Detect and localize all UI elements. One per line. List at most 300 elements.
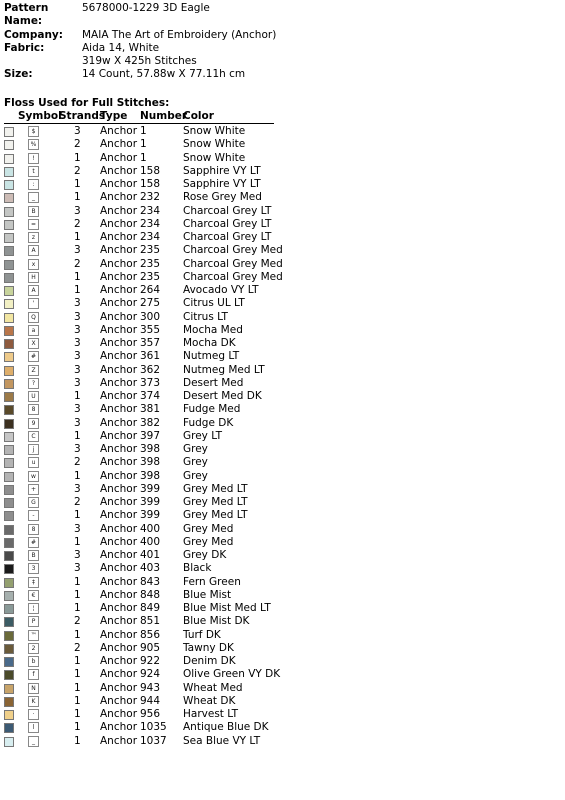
table-header <box>4 110 274 124</box>
table-row <box>4 695 304 708</box>
color-name-cell: Blue Mist DK <box>183 615 250 628</box>
color-swatch <box>4 326 14 336</box>
table-row <box>4 337 304 350</box>
color-name-cell: Harvest LT <box>183 708 239 720</box>
strands-cell: 3 <box>74 416 81 429</box>
number-cell: 856 <box>140 628 161 641</box>
number-cell: 398 <box>140 469 161 482</box>
meta-label: Size: <box>4 68 33 81</box>
table-row <box>4 231 304 244</box>
strands-cell: 1 <box>74 721 81 734</box>
header-number: Number <box>140 110 188 122</box>
table-row <box>4 244 304 257</box>
symbol-cell: u <box>28 457 39 468</box>
symbol-cell: G <box>28 497 39 508</box>
type-cell: Anchor <box>100 284 138 296</box>
table-row <box>4 125 304 138</box>
color-name-cell: Grey <box>183 443 208 455</box>
color-swatch <box>4 207 14 217</box>
color-swatch <box>4 511 14 521</box>
strands-cell: 1 <box>74 535 81 548</box>
table-row <box>4 178 304 191</box>
strands-cell: 1 <box>74 628 81 641</box>
strands-cell: 3 <box>74 350 81 363</box>
symbol-cell: 3 <box>28 563 39 574</box>
symbol-cell: _ <box>28 192 39 203</box>
strands-cell: 2 <box>74 615 81 628</box>
type-cell: Anchor <box>100 164 138 177</box>
meta-row <box>4 2 276 29</box>
strands-cell: 3 <box>74 125 81 137</box>
table-row <box>4 258 304 271</box>
symbol-cell: : <box>28 179 39 190</box>
color-name-cell: Snow White <box>183 151 246 164</box>
number-cell: 944 <box>140 694 161 707</box>
color-name-cell: Fern Green <box>183 575 241 588</box>
meta-value: MAIA The Art of Embroidery (Anchor) <box>82 28 277 41</box>
type-cell: Anchor <box>100 257 138 270</box>
type-cell: Anchor <box>100 376 138 389</box>
type-cell: Anchor <box>100 641 138 654</box>
color-name-cell: Antique Blue DK <box>183 721 269 734</box>
color-swatch <box>4 445 14 455</box>
number-cell: 397 <box>140 429 161 442</box>
type-cell: Anchor <box>100 496 138 508</box>
color-name-cell: Charcoal Grey Med <box>183 270 283 283</box>
strands-cell: 2 <box>74 257 81 270</box>
symbol-cell: B <box>28 206 39 217</box>
color-swatch <box>4 670 14 680</box>
symbol-cell: ' <box>28 298 39 309</box>
color-swatch <box>4 498 14 508</box>
color-name-cell: Wheat Med <box>183 681 243 694</box>
type-cell: Anchor <box>100 456 138 469</box>
color-name-cell: Grey Med LT <box>183 496 248 508</box>
type-cell: Anchor <box>100 178 138 190</box>
color-name-cell: Charcoal Grey LT <box>183 231 272 243</box>
color-name-cell: Citrus LT <box>183 310 228 323</box>
table-row <box>4 655 304 668</box>
color-swatch <box>4 339 14 349</box>
symbol-cell: U <box>28 391 39 402</box>
number-cell: 234 <box>140 231 161 243</box>
header-color: Color <box>183 110 214 122</box>
color-name-cell: Grey LT <box>183 429 223 442</box>
color-swatch <box>4 313 14 323</box>
table-row <box>4 284 304 297</box>
number-cell: 398 <box>140 456 161 469</box>
color-name-cell: Charcoal Grey LT <box>183 204 272 217</box>
color-swatch <box>4 220 14 230</box>
symbol-cell: ‡ <box>28 577 39 588</box>
strands-cell: 1 <box>74 231 81 243</box>
color-name-cell: Snow White <box>183 125 246 137</box>
number-cell: 1 <box>140 138 147 151</box>
strands-cell: 1 <box>74 655 81 667</box>
strands-cell: 3 <box>74 297 81 310</box>
table-row <box>4 271 304 284</box>
number-cell: 1035 <box>140 721 167 734</box>
meta-row <box>4 55 276 68</box>
color-swatch <box>4 631 14 641</box>
number-cell: 361 <box>140 350 161 363</box>
symbol-cell: l <box>28 722 39 733</box>
type-cell: Anchor <box>100 443 138 455</box>
number-cell: 849 <box>140 602 161 614</box>
type-cell: Anchor <box>100 549 138 561</box>
symbol-cell: f <box>28 669 39 680</box>
symbol-cell: C <box>28 431 39 442</box>
color-name-cell: Desert Med <box>183 376 244 389</box>
strands-cell: 1 <box>74 602 81 614</box>
symbol-cell: _ <box>28 736 39 747</box>
type-cell: Anchor <box>100 575 138 588</box>
color-name-cell: Olive Green VY DK <box>183 668 281 681</box>
type-cell: Anchor <box>100 217 138 230</box>
meta-row <box>4 29 276 42</box>
color-name-cell: Blue Mist <box>183 588 232 601</box>
type-cell: Anchor <box>100 734 138 747</box>
color-swatch <box>4 697 14 707</box>
color-name-cell: Blue Mist Med LT <box>183 602 271 614</box>
number-cell: 362 <box>140 363 161 376</box>
color-swatch <box>4 644 14 654</box>
header-symbol: Symbol <box>18 110 62 122</box>
type-cell: Anchor <box>100 694 138 707</box>
type-cell: Anchor <box>100 390 138 402</box>
number-cell: 158 <box>140 178 161 190</box>
color-name-cell: Grey <box>183 456 208 469</box>
number-cell: 399 <box>140 482 161 495</box>
color-name-cell: Fudge Med <box>183 403 241 416</box>
number-cell: 382 <box>140 416 161 429</box>
strands-cell: 2 <box>74 138 81 151</box>
symbol-cell: 8 <box>28 524 39 535</box>
color-name-cell: Tawny DK <box>183 641 234 654</box>
table-row <box>4 496 304 509</box>
color-swatch <box>4 723 14 733</box>
symbol-cell: $ <box>28 126 39 137</box>
number-cell: 851 <box>140 615 161 628</box>
number-cell: 357 <box>140 337 161 349</box>
type-cell: Anchor <box>100 708 138 720</box>
strands-cell: 2 <box>74 164 81 177</box>
number-cell: 158 <box>140 164 161 177</box>
strands-cell: 3 <box>74 403 81 416</box>
symbol-cell: H <box>28 272 39 283</box>
number-cell: 381 <box>140 403 161 416</box>
color-swatch <box>4 432 14 442</box>
symbol-cell: = <box>28 219 39 230</box>
color-swatch <box>4 127 14 137</box>
table-row <box>4 523 304 536</box>
table-row <box>4 364 304 377</box>
number-cell: 1 <box>140 125 147 137</box>
symbol-cell: # <box>28 537 39 548</box>
color-name-cell: Fudge DK <box>183 416 234 429</box>
strands-cell: 3 <box>74 549 81 561</box>
color-name-cell: Nutmeg Med LT <box>183 363 265 376</box>
header-type: Type <box>100 110 128 122</box>
table-row <box>4 311 304 324</box>
strands-cell: 2 <box>74 641 81 654</box>
symbol-cell: ¦ <box>28 603 39 614</box>
table-row <box>4 721 304 734</box>
color-name-cell: Rose Grey Med <box>183 191 262 204</box>
number-cell: 234 <box>140 217 161 230</box>
symbol-cell: ? <box>28 378 39 389</box>
strands-cell: 1 <box>74 708 81 720</box>
table-row <box>4 536 304 549</box>
color-swatch <box>4 405 14 415</box>
strands-cell: 1 <box>74 270 81 283</box>
strands-cell: 3 <box>74 244 81 257</box>
type-cell: Anchor <box>100 204 138 217</box>
table-row <box>4 430 304 443</box>
symbol-cell: · <box>28 709 39 720</box>
table-row <box>4 390 304 403</box>
symbol-cell: ™ <box>28 630 39 641</box>
number-cell: 843 <box>140 575 161 588</box>
symbol-cell: Z <box>28 365 39 376</box>
color-swatch <box>4 246 14 256</box>
strands-cell: 1 <box>74 469 81 482</box>
type-cell: Anchor <box>100 403 138 416</box>
color-swatch <box>4 273 14 283</box>
number-cell: 400 <box>140 522 161 535</box>
color-name-cell: Turf DK <box>183 628 221 641</box>
color-swatch <box>4 180 14 190</box>
color-name-cell: Grey Med <box>183 535 234 548</box>
symbol-cell: € <box>28 590 39 601</box>
number-cell: 398 <box>140 443 161 455</box>
number-cell: 300 <box>140 310 161 323</box>
symbol-cell: ! <box>28 153 39 164</box>
number-cell: 235 <box>140 257 161 270</box>
type-cell: Anchor <box>100 562 138 575</box>
pattern-info <box>4 2 276 82</box>
symbol-cell: - <box>28 510 39 521</box>
strands-cell: 1 <box>74 734 81 747</box>
color-swatch <box>4 140 14 150</box>
symbol-cell: j <box>28 444 39 455</box>
symbol-cell: w <box>28 471 39 482</box>
strands-cell: 3 <box>74 323 81 336</box>
color-swatch <box>4 392 14 402</box>
color-name-cell: Grey Med LT <box>183 482 248 495</box>
table-row <box>4 642 304 655</box>
table-row <box>4 562 304 575</box>
color-swatch <box>4 538 14 548</box>
color-swatch <box>4 525 14 535</box>
strands-cell: 1 <box>74 575 81 588</box>
table-row <box>4 443 304 456</box>
color-swatch <box>4 737 14 747</box>
strands-cell: 3 <box>74 310 81 323</box>
type-cell: Anchor <box>100 681 138 694</box>
number-cell: 234 <box>140 204 161 217</box>
meta-label: Company: <box>4 28 63 41</box>
type-cell: Anchor <box>100 297 138 310</box>
strands-cell: 3 <box>74 337 81 349</box>
color-swatch <box>4 684 14 694</box>
type-cell: Anchor <box>100 125 138 137</box>
table-row <box>4 324 304 337</box>
color-swatch <box>4 379 14 389</box>
strands-cell: 3 <box>74 443 81 455</box>
table-row <box>4 350 304 363</box>
number-cell: 374 <box>140 390 161 402</box>
number-cell: 355 <box>140 323 161 336</box>
type-cell: Anchor <box>100 323 138 336</box>
color-name-cell: Citrus UL LT <box>183 297 245 310</box>
table-row <box>4 297 304 310</box>
meta-value: 14 Count, 57.88w X 77.11h cm <box>82 68 246 81</box>
number-cell: 232 <box>140 191 161 204</box>
meta-label: Pattern Name: <box>4 2 49 28</box>
number-cell: 1037 <box>140 734 167 747</box>
color-name-cell: Snow White <box>183 138 246 151</box>
strands-cell: 1 <box>74 509 81 522</box>
strands-cell: 2 <box>74 456 81 469</box>
strands-cell: 1 <box>74 284 81 296</box>
symbol-cell: a <box>28 325 39 336</box>
table-row <box>4 218 304 231</box>
type-cell: Anchor <box>100 151 138 164</box>
strands-cell: 1 <box>74 588 81 601</box>
floss-table <box>4 125 304 748</box>
symbol-cell: t <box>28 166 39 177</box>
color-swatch <box>4 299 14 309</box>
number-cell: 922 <box>140 655 161 667</box>
strands-cell: 1 <box>74 681 81 694</box>
symbol-cell: X <box>28 338 39 349</box>
table-row <box>4 152 304 165</box>
number-cell: 264 <box>140 284 161 296</box>
strands-cell: 1 <box>74 429 81 442</box>
meta-value: 5678000-1229 3D Eagle <box>82 2 210 14</box>
color-name-cell: Black <box>183 562 212 575</box>
number-cell: 399 <box>140 496 161 508</box>
type-cell: Anchor <box>100 429 138 442</box>
type-cell: Anchor <box>100 509 138 522</box>
color-swatch <box>4 591 14 601</box>
strands-cell: 2 <box>74 217 81 230</box>
color-swatch <box>4 604 14 614</box>
number-cell: 235 <box>140 244 161 257</box>
table-row <box>4 629 304 642</box>
strands-cell: 3 <box>74 562 81 575</box>
table-row <box>4 403 304 416</box>
symbol-cell: N <box>28 683 39 694</box>
color-swatch <box>4 617 14 627</box>
table-row <box>4 549 304 562</box>
meta-row <box>4 68 276 81</box>
strands-cell: 2 <box>74 496 81 508</box>
color-name-cell: Wheat DK <box>183 694 236 707</box>
type-cell: Anchor <box>100 602 138 614</box>
color-swatch <box>4 193 14 203</box>
color-name-cell: Grey Med <box>183 522 234 535</box>
color-name-cell: Mocha Med <box>183 323 243 336</box>
color-name-cell: Mocha DK <box>183 337 236 349</box>
symbol-cell: A <box>28 245 39 256</box>
symbol-cell: 9 <box>28 418 39 429</box>
color-swatch <box>4 233 14 243</box>
table-row <box>4 602 304 615</box>
type-cell: Anchor <box>100 191 138 204</box>
color-name-cell: Charcoal Grey Med <box>183 244 283 257</box>
type-cell: Anchor <box>100 628 138 641</box>
number-cell: 275 <box>140 297 161 310</box>
header-strands: Strands <box>59 110 106 122</box>
symbol-cell: x <box>28 259 39 270</box>
meta-value: Aida 14, White <box>82 41 160 54</box>
symbol-cell: + <box>28 484 39 495</box>
type-cell: Anchor <box>100 310 138 323</box>
strands-cell: 1 <box>74 694 81 707</box>
table-row <box>4 708 304 721</box>
meta-label: Fabric: <box>4 41 45 54</box>
color-swatch <box>4 551 14 561</box>
type-cell: Anchor <box>100 615 138 628</box>
type-cell: Anchor <box>100 337 138 349</box>
number-cell: 399 <box>140 509 161 522</box>
meta-value: 319w X 425h Stitches <box>82 55 197 68</box>
strands-cell: 3 <box>74 363 81 376</box>
strands-cell: 3 <box>74 376 81 389</box>
color-name-cell: Denim DK <box>183 655 236 667</box>
type-cell: Anchor <box>100 522 138 535</box>
color-swatch <box>4 472 14 482</box>
strands-cell: 1 <box>74 390 81 402</box>
type-cell: Anchor <box>100 363 138 376</box>
meta-label <box>4 55 82 68</box>
color-swatch <box>4 167 14 177</box>
strands-cell: 1 <box>74 668 81 681</box>
type-cell: Anchor <box>100 588 138 601</box>
color-name-cell: Charcoal Grey LT <box>183 217 272 230</box>
number-cell: 373 <box>140 376 161 389</box>
symbol-cell: b <box>28 656 39 667</box>
color-name-cell: Grey <box>183 469 208 482</box>
table-row <box>4 576 304 589</box>
table-row <box>4 165 304 178</box>
table-row <box>4 682 304 695</box>
type-cell: Anchor <box>100 535 138 548</box>
symbol-cell: % <box>28 139 39 150</box>
number-cell: 1 <box>140 151 147 164</box>
color-swatch <box>4 485 14 495</box>
color-name-cell: Sapphire VY LT <box>183 164 261 177</box>
color-name-cell: Grey Med LT <box>183 509 248 522</box>
number-cell: 848 <box>140 588 161 601</box>
type-cell: Anchor <box>100 244 138 257</box>
symbol-cell: # <box>28 351 39 362</box>
color-swatch <box>4 578 14 588</box>
table-row <box>4 735 304 748</box>
symbol-cell: A <box>28 285 39 296</box>
color-swatch <box>4 154 14 164</box>
type-cell: Anchor <box>100 350 138 363</box>
color-swatch <box>4 710 14 720</box>
color-swatch <box>4 657 14 667</box>
type-cell: Anchor <box>100 469 138 482</box>
table-row <box>4 377 304 390</box>
strands-cell: 3 <box>74 482 81 495</box>
type-cell: Anchor <box>100 655 138 667</box>
table-row <box>4 456 304 469</box>
